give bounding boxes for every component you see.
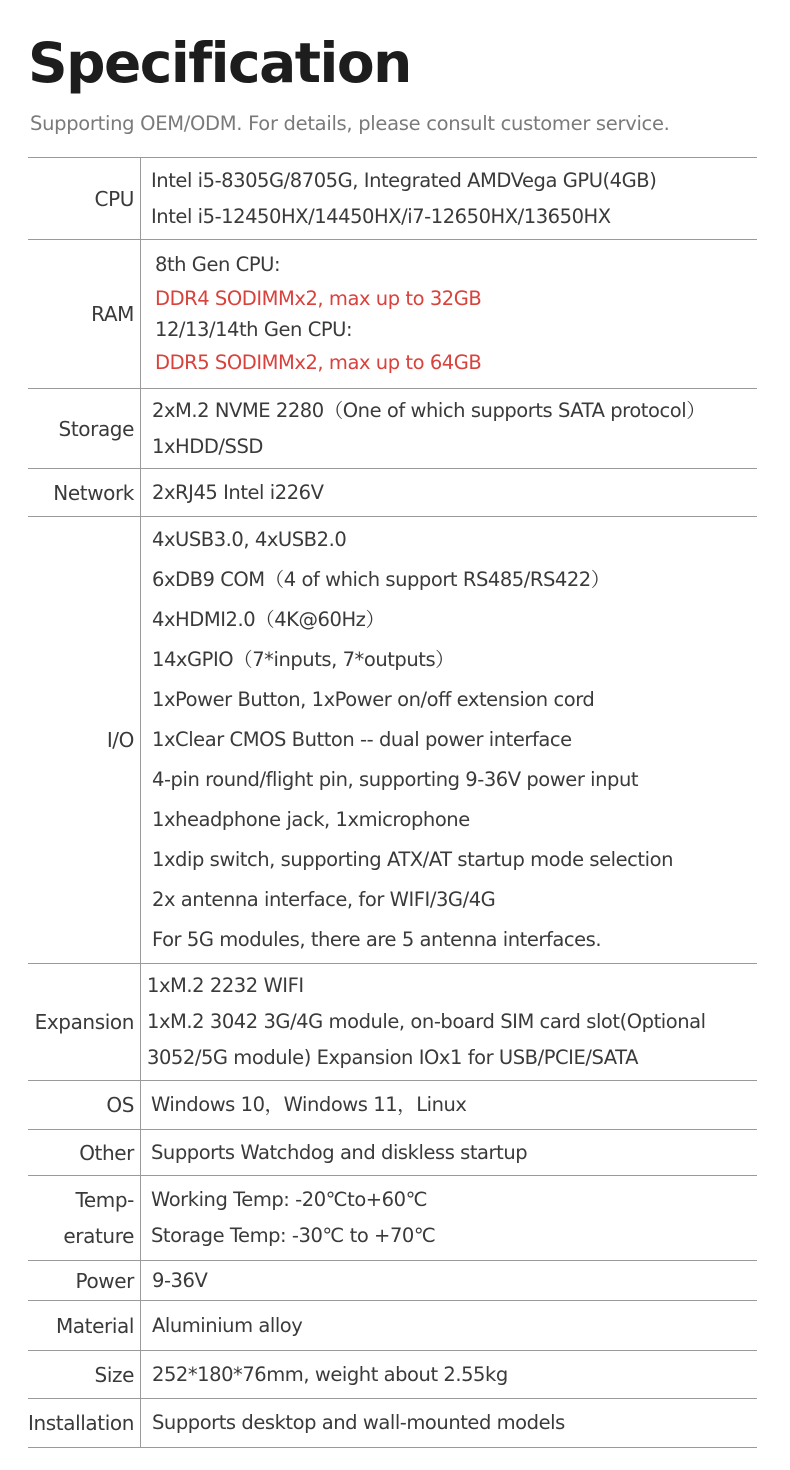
spec-label-line: Temp- (75, 1188, 134, 1212)
spec-label-cpu: CPU (28, 158, 141, 239)
spec-line: 1xdip switch, supporting ATX/AT startup mode selection (152, 848, 673, 871)
spec-line: 252*180*76mm, weight about 2.55kg (152, 1362, 508, 1386)
spec-label-ram: RAM (28, 240, 141, 388)
spec-line: For 5G modules, there are 5 antenna interfaces. (152, 928, 602, 951)
spec-value-temperature (141, 1176, 757, 1260)
spec-line: 1xHDD/SSD (152, 434, 263, 458)
spec-row-storage (28, 389, 757, 469)
spec-value-other (141, 1130, 757, 1175)
spec-label-line: erature (63, 1224, 134, 1248)
spec-label-io: I/O (28, 517, 141, 963)
spec-label-installation: Installation (12, 1399, 141, 1447)
spec-label-os: OS (28, 1081, 141, 1129)
spec-value-network (141, 469, 757, 516)
spec-row-power (28, 1261, 757, 1301)
spec-value-size (141, 1351, 757, 1398)
spec-label-storage: Storage (28, 389, 141, 468)
spec-line: 6xDB9 COM（4 of which support RS485/RS422） (152, 568, 610, 591)
spec-label-size: Size (28, 1351, 141, 1398)
spec-line-highlight: DDR4 SODIMMx2, max up to 32GB (155, 287, 482, 310)
spec-line: Storage Temp: -30℃ to +70℃ (151, 1224, 436, 1247)
spec-row-size (28, 1351, 757, 1399)
spec-label-network: Network (28, 469, 141, 516)
spec-line: 2xM.2 NVME 2280（One of which supports SATA protocol） (152, 398, 706, 422)
spec-value-expansion (141, 964, 757, 1080)
spec-value-os (141, 1081, 757, 1129)
spec-row-expansion (28, 964, 757, 1081)
spec-label-temperature (28, 1176, 141, 1260)
spec-row-material (28, 1301, 757, 1351)
spec-row-io (28, 517, 757, 964)
spec-line: 9-36V (152, 1268, 208, 1292)
spec-value-cpu (141, 158, 757, 239)
spec-line: 1xM.2 2232 WIFI (147, 974, 304, 997)
spec-label-material: Material (28, 1301, 141, 1350)
spec-line: 3052/5G module) Expansion IOx1 for USB/PCIE/SATA (147, 1046, 638, 1069)
spec-row-network (28, 469, 757, 517)
spec-line: Supports Watchdog and diskless startup (151, 1140, 528, 1164)
spec-value-ram (141, 240, 757, 388)
spec-line: 2x antenna interface, for WIFI/3G/4G (152, 888, 496, 911)
spec-line: Working Temp: -20℃to+60℃ (151, 1188, 428, 1211)
spec-table (28, 157, 757, 1448)
spec-line: 2xRJ45 Intel i226V (152, 480, 324, 504)
spec-label-expansion: Expansion (12, 964, 141, 1080)
spec-value-power (141, 1261, 757, 1300)
spec-label-other: Other (28, 1130, 141, 1175)
spec-line: 1xM.2 3042 3G/4G module, on-board SIM card slot(Optional (147, 1010, 706, 1033)
spec-line: 1xheadphone jack, 1xmicrophone (152, 808, 470, 831)
spec-line: Intel i5-12450HX/14450HX/i7-12650HX/13650HX (151, 204, 611, 228)
page-subtitle: Supporting OEM/ODM. For details, please consult customer service. (30, 112, 670, 135)
spec-line: 12/13/14th Gen CPU: (155, 318, 353, 341)
spec-row-other (28, 1130, 757, 1176)
spec-line: 1xClear CMOS Button -- dual power interface (152, 728, 572, 751)
spec-line: 8th Gen CPU: (155, 253, 281, 276)
spec-value-installation (141, 1399, 757, 1447)
spec-line-highlight: DDR5 SODIMMx2, max up to 64GB (155, 351, 482, 374)
spec-row-temperature (28, 1176, 757, 1261)
spec-line: 4xUSB3.0, 4xUSB2.0 (152, 528, 347, 551)
spec-value-storage (141, 389, 757, 468)
spec-line: Intel i5-8305G/8705G, Integrated AMDVega GPU(4GB) (151, 168, 657, 192)
spec-line: 4-pin round/flight pin, supporting 9-36V power input (152, 768, 639, 791)
spec-row-installation (28, 1399, 757, 1448)
spec-line: 4xHDMI2.0（4K@60Hz） (152, 608, 385, 631)
spec-line: Supports desktop and wall-mounted models (152, 1411, 565, 1434)
spec-row-ram (28, 240, 757, 389)
spec-row-os (28, 1081, 757, 1130)
spec-value-material (141, 1301, 757, 1350)
spec-line: 14xGPIO（7*inputs, 7*outputs） (152, 648, 455, 671)
spec-line: Aluminium alloy (152, 1313, 303, 1337)
spec-line: Windows 10，Windows 11，Linux (151, 1093, 467, 1116)
spec-line: 1xPower Button, 1xPower on/off extension cord (152, 688, 595, 711)
page-title: Specification (28, 31, 411, 95)
spec-value-io (141, 517, 757, 963)
spec-label-power: Power (28, 1261, 141, 1300)
spec-row-cpu (28, 158, 757, 240)
